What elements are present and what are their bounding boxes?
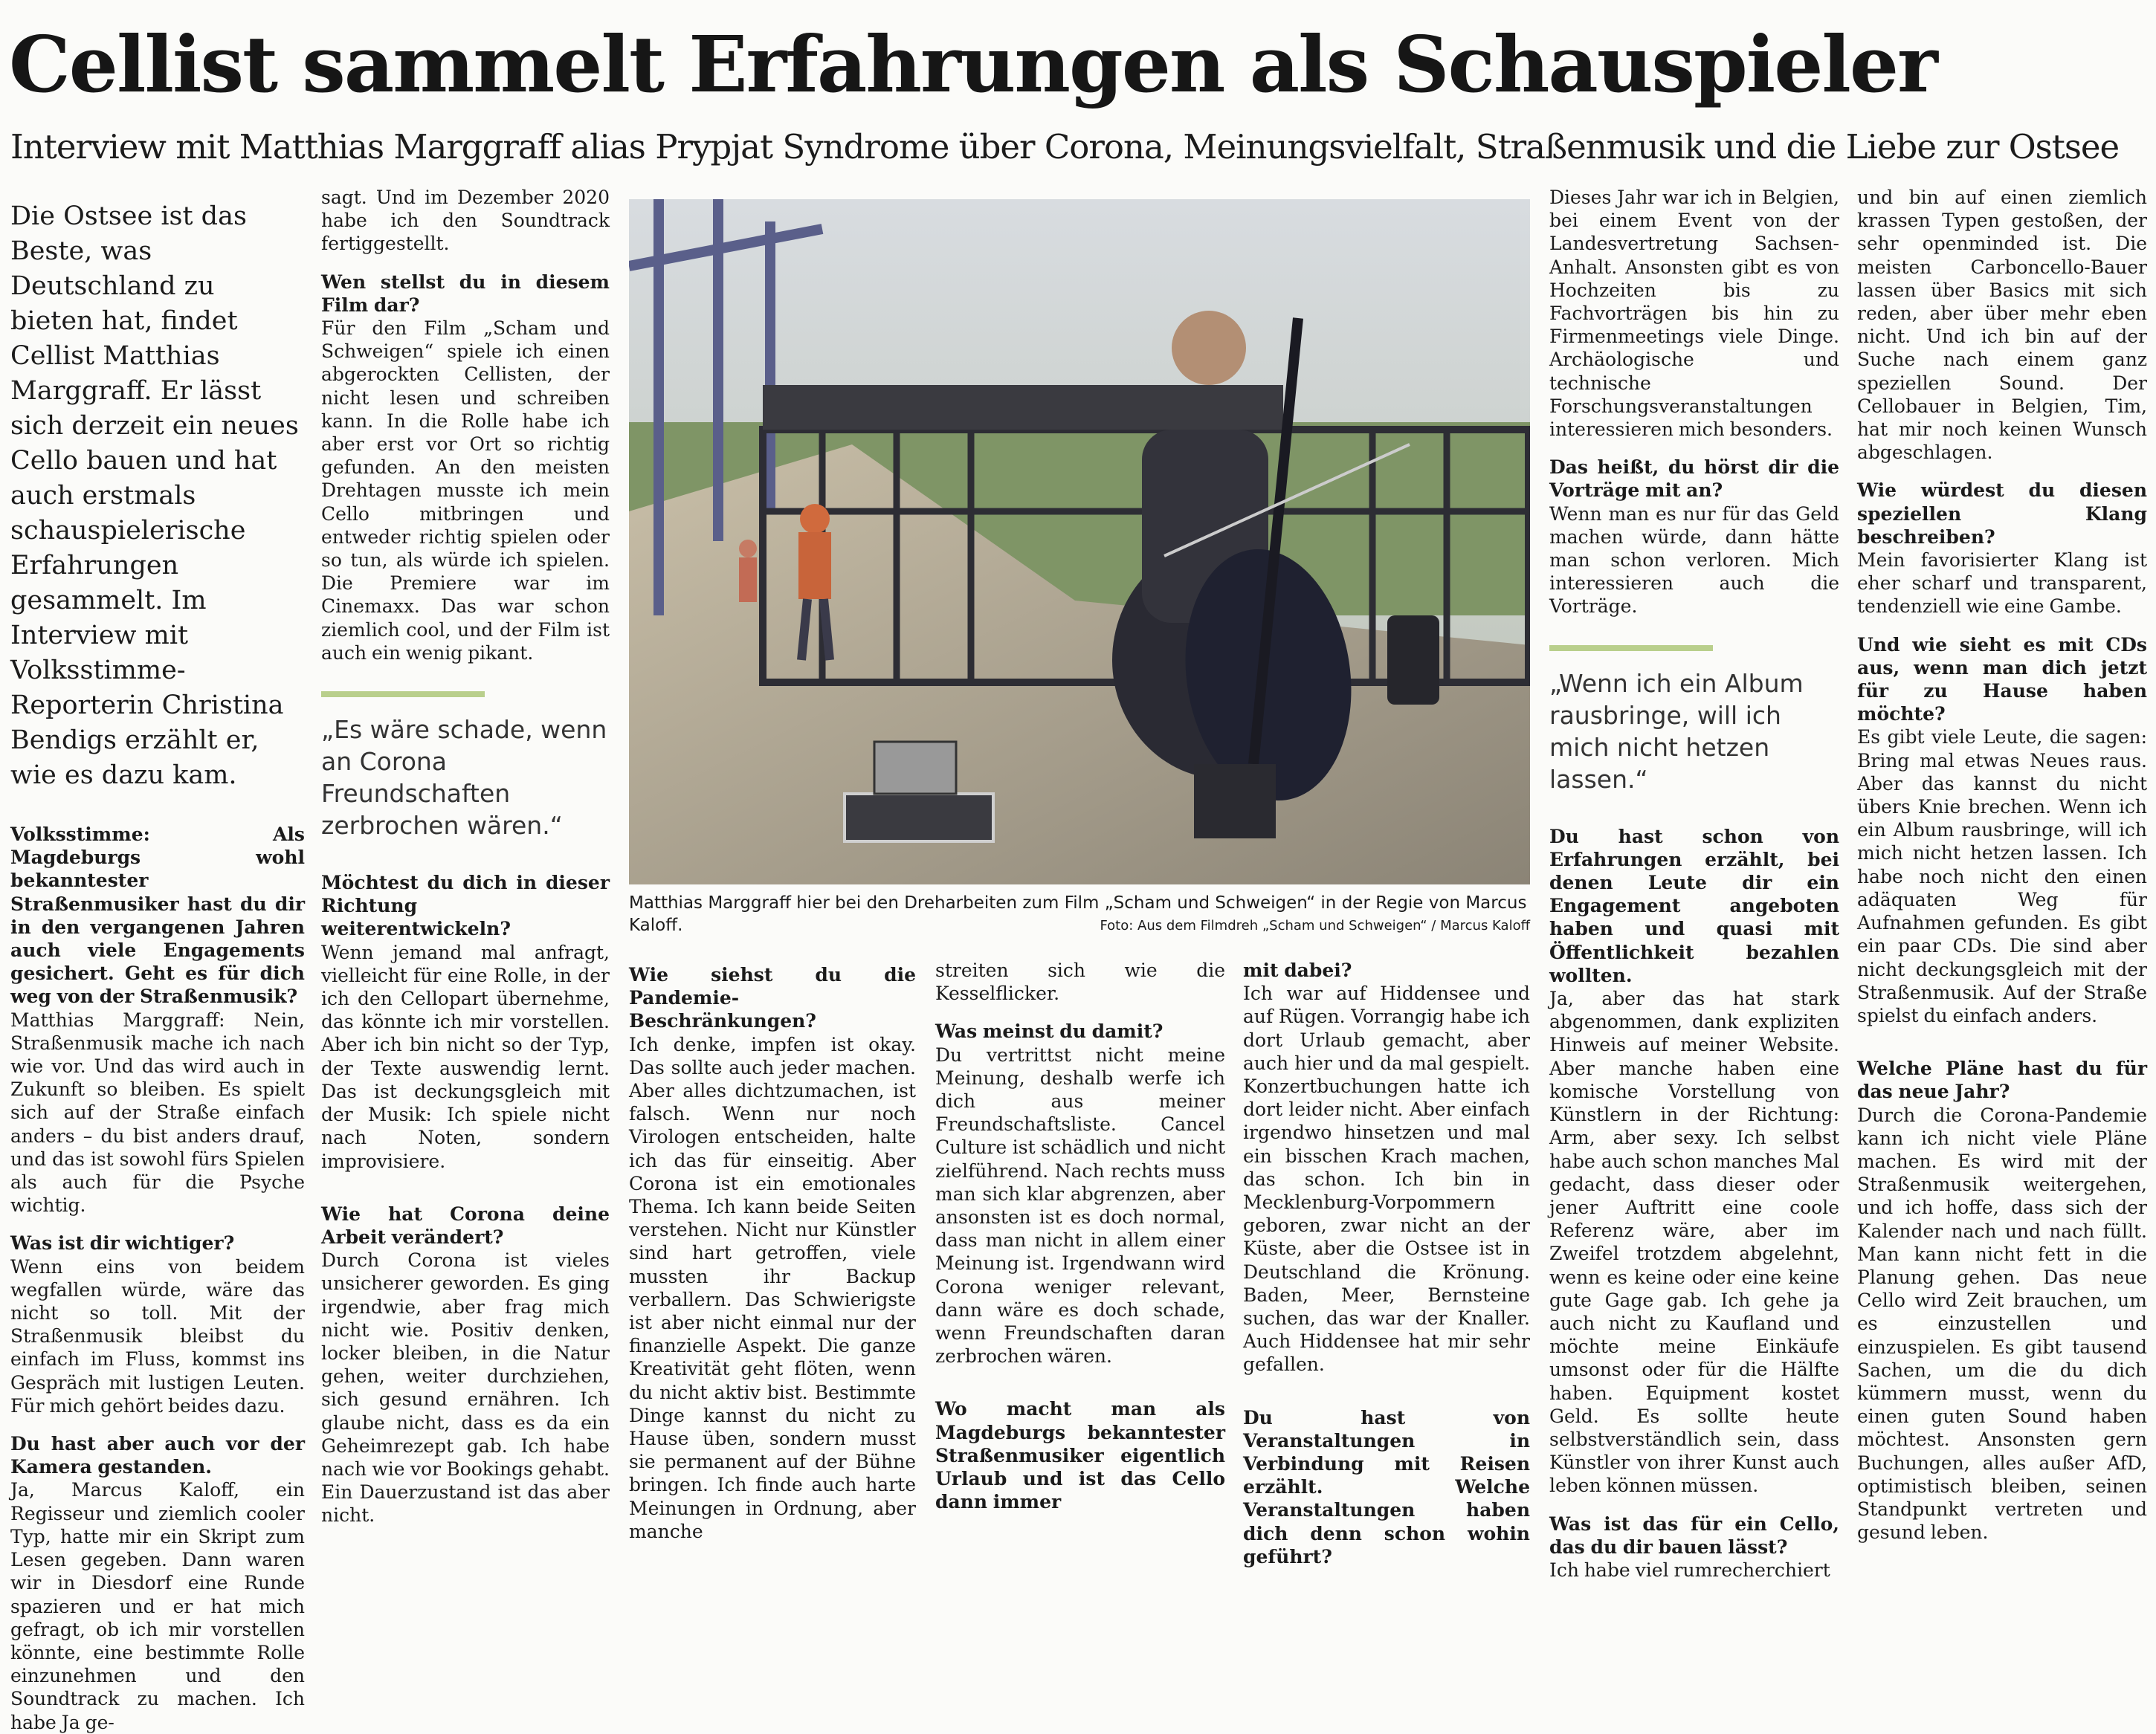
question: Das heißt, du hörst dir die Vorträge mit an? [1549,456,1839,502]
answer: Wenn jemand mal anfragt, vielleicht für eine Rolle, in der ich den Cellopart übernehme, das könnte ich mir vorstellen. Aber ich bin nicht so der Typ, der Texte auswendig lernt. Das ist deckungsgleich mit der Musik: Ich spiele nicht nach Noten, sondern improvisiere. [321,941,610,1172]
question: Was ist dir wichtiger? [10,1232,235,1255]
answer: Du vertrittst nicht meine Meinung, deshalb werfe ich dich aus meiner Freundschaftsliste. Cancel Culture ist schädlich und nicht zielführend. Nach rechts muss man sich klar abgrenzen, aber ansonsten ist es doch normal, dass man nicht in allem einer Meinung ist. Irgendwann wird Corona weniger relevant, dann wäre es doch schade, wenn Freundschaften daran zerbrochen wären. [935,1044,1225,1368]
question: Wen stellst du in diesem Film dar? [321,271,610,316]
answer: Dieses Jahr war ich in Belgien, bei einem Event von der Landesvertretung Sachsen-Anhalt. Ansonsten gibt es von Hochzeiten bis zu Fachvorträgen bis hin zu Firmenmeetings viele Dinge. Archäologische und technische Forschungsveranstaltungen interessieren mich besonders. [1549,187,1839,441]
question: Und wie sieht es mit CDs aus, wenn man dich jetzt für zu Hause haben möchte? [1857,633,2147,725]
photo-credit: Foto: Aus dem Filmdreh „Scham und Schweigen“ / Marcus Kaloff [1100,918,1530,934]
question: Was meinst du damit? [935,1020,1163,1043]
pull-quote [321,691,485,708]
answer: Ich habe viel rumrecherchiert [1549,1559,1830,1581]
answer: Durch Corona ist vieles unsicherer geworden. Es ging irgendwie, aber frag mich nicht wie. Positiv denken, locker bleiben, in die Natur gehen, weiter durchziehen, sich gesund ernähren. Ich glaube nicht, dass es da ein Geheimrezept gab. Ich habe nach wie vor Bookings gehabt. Ein Dauerzustand ist das aber nicht. [321,1249,610,1527]
pull-quote-text: „Wenn ich ein Album rausbringe, will ich mich nicht hetzen lassen.“ [1549,668,1804,794]
answer: und bin auf einen ziemlich krassen Typen gestoßen, der sehr openminded ist. Die meisten Carboncello-Bauer lassen über Basics mit sich reden, aber über mehr eben nicht. Und ich bin auf der Suche nach einem ganz speziellen Sound. Der Cellobauer in Belgien, Tim, hat mir noch keinen Wunsch abgeschlagen. [1857,187,2147,464]
question: Welche Pläne hast du für das neue Jahr? [1857,1058,2147,1103]
column-3 [629,963,916,1543]
answer: Für den Film „Scham und Schweigen“ spiele ich einen abgerockten Cellisten, der nicht lesen und schreiben kann. In die Rolle habe ich aber erst vor Ort so richtig gefunden. An den meisten Drehtagen musste ich mein Cello mitbringen und entweder richtig spielen oder so tun, als würde ich spielen. Die Premiere war im Cinemaxx. Das war schon ziemlich cool, und der Film ist auch ein wenig pikant. [321,317,610,664]
answer: Durch die Corona-Pandemie kann ich nicht viele Pläne machen. Es wird mit der Straßenmusik weitergehen, und ich hoffe, dass sich der Kalender nach und nach füllt. Man kann nicht fett in die Planung gehen. Das neue Cello wird Zeit brauchen, um es einzustellen und einzuspielen. Es gibt tausend Sachen, um die du dich kümmern musst, wenn du einen guten Sound haben möchtest. Ansonsten gern Buchungen, alles außer AfD, optimistisch bleiben, seinen Standpunkt vertreten und gesund leben. [1857,1104,2147,1544]
subheadline: Interview mit Matthias Marggraff alias Prypjat Syndrome über Corona, Meinungsvielfalt, Straßenmusik und die Liebe zur Ostsee [10,127,2120,166]
question: Du hast aber auch vor der Kamera gestanden. [10,1433,305,1478]
pull-quote-text: „Es wäre schade, wenn an Corona Freundschaften zerbrochen wären.“ [321,715,607,841]
column-4 [935,959,1225,1513]
answer: Ja, Marcus Kaloff, ein Regisseur und ziemlich cooler Typ, hatte mir ein Skript zum Lesen gegeben. Dann waren wir in Diesdorf eine Runde spazieren und er hat mich gefragt, ob ich mir vorstellen könnte, eine bestimmte Rolle einzunehmen und den Soundtrack zu machen. Ich habe Ja ge- [10,1479,305,1733]
pull-quote [1549,645,1713,661]
question: Wo macht man als Magdeburgs bekanntester Straßenmusiker eigentlich Urlaub und ist das Cello dann immer [935,1398,1225,1513]
column-7 [1857,186,2147,1544]
answer: Mein favorisierter Klang ist eher scharf und transparent, tendenziell wie eine Gambe. [1857,549,2147,618]
question: Wie hat Corona deine Arbeit verändert? [321,1203,610,1248]
question: mit dabei? [1243,960,1352,981]
lead-paragraph [10,199,305,793]
article-photo [629,199,1530,884]
question: Möchtest du dich in dieser Richtung weiterentwickeln? [321,872,610,940]
question: Was ist das für ein Cello, das du dir bauen lässt? [1549,1513,1839,1558]
answer: Ich war auf Hiddensee und auf Rügen. Vorrangig habe ich dort Urlaub gemacht, aber auch hier und da mal gespielt. Konzertbuchungen hatte ich dort leider nicht. Aber einfach irgendwo hinsetzen und mal ein bisschen Krach machen, das schon. Ich bin in Mecklenburg-Vorpommern geboren, zwar nicht an der Küste, aber die Ostsee ist in Deutschland die Krönung. Baden, Meer, Bernsteine suchen, das war der Knaller. Auch Hiddensee hat mir sehr gefallen. [1243,983,1530,1376]
question: Volksstimme: Als Magdeburgs wohl bekanntester Straßenmusiker hast du dir in den vergangenen Jahren auch viele Engagements gesichert. Geht es für dich weg von der Straßenmusik? [10,824,305,1008]
lead-text: Die Ostsee ist das Beste, was Deutschland zu bieten hat, findet Cellist Matthias Marggraff. Er lässt sich derzeit ein neues Cello bauen und hat auch erstmals schauspielerische Erfahrungen gesammelt. Im Interview mit Volksstimme-Reporterin Christina Bendigs erzählt er, wie es dazu kam. [10,201,299,790]
column-5 [1243,959,1530,1568]
column-6 [1549,186,1839,1582]
answer: Wenn man es nur für das Geld machen würde, dann hätte man schon verloren. Mich interessieren auch die Vorträge. [1549,502,1839,618]
question: Wie siehst du die Pandemie-Beschränkungen? [629,964,916,1032]
headline: Cellist sammelt Erfahrungen als Schauspieler [9,19,1937,110]
photo-caption-block [629,892,1530,936]
answer: Matthias Marggraff: Nein, Straßenmusik mache ich nach wie vor. Und das wird auch in Zukunft so bleiben. Es spielt sich auf der Straße einfach anders – du bist anders drauf, und das ist sowohl fürs Spielen als auch für die Psyche wichtig. [10,1009,305,1217]
photo-caption: Matthias Marggraff hier bei den Dreharbeiten zum Film „Scham und Schweigen“ in der Regie von Marcus Kaloff. [629,893,1527,935]
answer: streiten sich wie die Kesselflicker. [935,960,1225,1005]
column-2 [321,186,610,1527]
answer: sagt. Und im Dezember 2020 habe ich den Soundtrack fertiggestellt. [321,187,610,255]
question: Wie würdest du diesen speziellen Klang beschreiben? [1857,479,2147,548]
answer: Wenn eins von beidem wegfallen würde, wäre das nicht so toll. Mit der Straßenmusik bleibst du einfach im Fluss, kommst ins Gespräch mit lustigen Leuten. Für mich gehört beides dazu. [10,1255,305,1417]
answer: Ja, aber das hat stark abgenommen, dank expliziten Hinweis auf meiner Website. Aber manche haben eine komische Vorstellung von Künstlern in der Richtung: Arm, aber sexy. Ich selbst habe auch schon manches Mal gedacht, dass dieser oder jener Auftritt eine coole Referenz wäre, aber im Zweifel trotzdem abgelehnt, wenn es keine oder eine keine gute Gage gab. Ich gehe ja auch nicht zu Kaufland und möchte meine Einkäufe umsonst oder für die Hälfte haben. Equipment kostet Geld. Es sollte heute selbstverständlich sein, dass Künstler von ihrer Kunst auch leben können müssen. [1549,988,1839,1497]
question: Du hast von Veranstaltungen in Verbindung mit Reisen erzählt. Welche Veranstaltungen haben dich denn schon wohin geführt? [1243,1406,1530,1568]
answer: Es gibt viele Leute, die sagen: Bring mal etwas Neues raus. Aber das kannst du nicht übers Knie brechen. Wenn ich ein Album rausbringe, will ich mich nicht hetzen lassen. Ich habe noch nicht den einen adäquaten Weg für Aufnahmen gefunden. Es gibt ein paar CDs. Die sind aber nicht deckungsgleich mit der Straßenmusik. Auf der Straße spielst du einfach anders. [1857,726,2147,1026]
question: Du hast schon von Erfahrungen erzählt, bei denen Leute dir ein Engagement angeboten haben und quasi mit Öffentlichkeit bezahlen wollten. [1549,825,1839,986]
answer: Ich denke, impfen ist okay. Das sollte auch jeder machen. Aber alles dichtzumachen, ist falsch. Wenn nur noch Virologen entscheiden, halte ich das für einseitig. Aber Corona ist ein emotionales Thema. Ich kann beide Seiten verstehen. Nicht nur Künstler sind hart getroffen, viele mussten ihr Backup verballern. Das Schwierigste ist aber nicht einmal nur der finanzielle Aspekt. Die ganze Kreativität geht flöten, wenn du nicht aktiv bist. Bestimmte Dinge kannst du nicht zu Hause üben, sondern musst sie permanent auf der Bühne bringen. Ich finde auch harte Meinungen in Ordnung, aber manche [629,1033,916,1542]
cellist-photo-illustration [629,199,1530,884]
column-1 [10,199,305,1734]
